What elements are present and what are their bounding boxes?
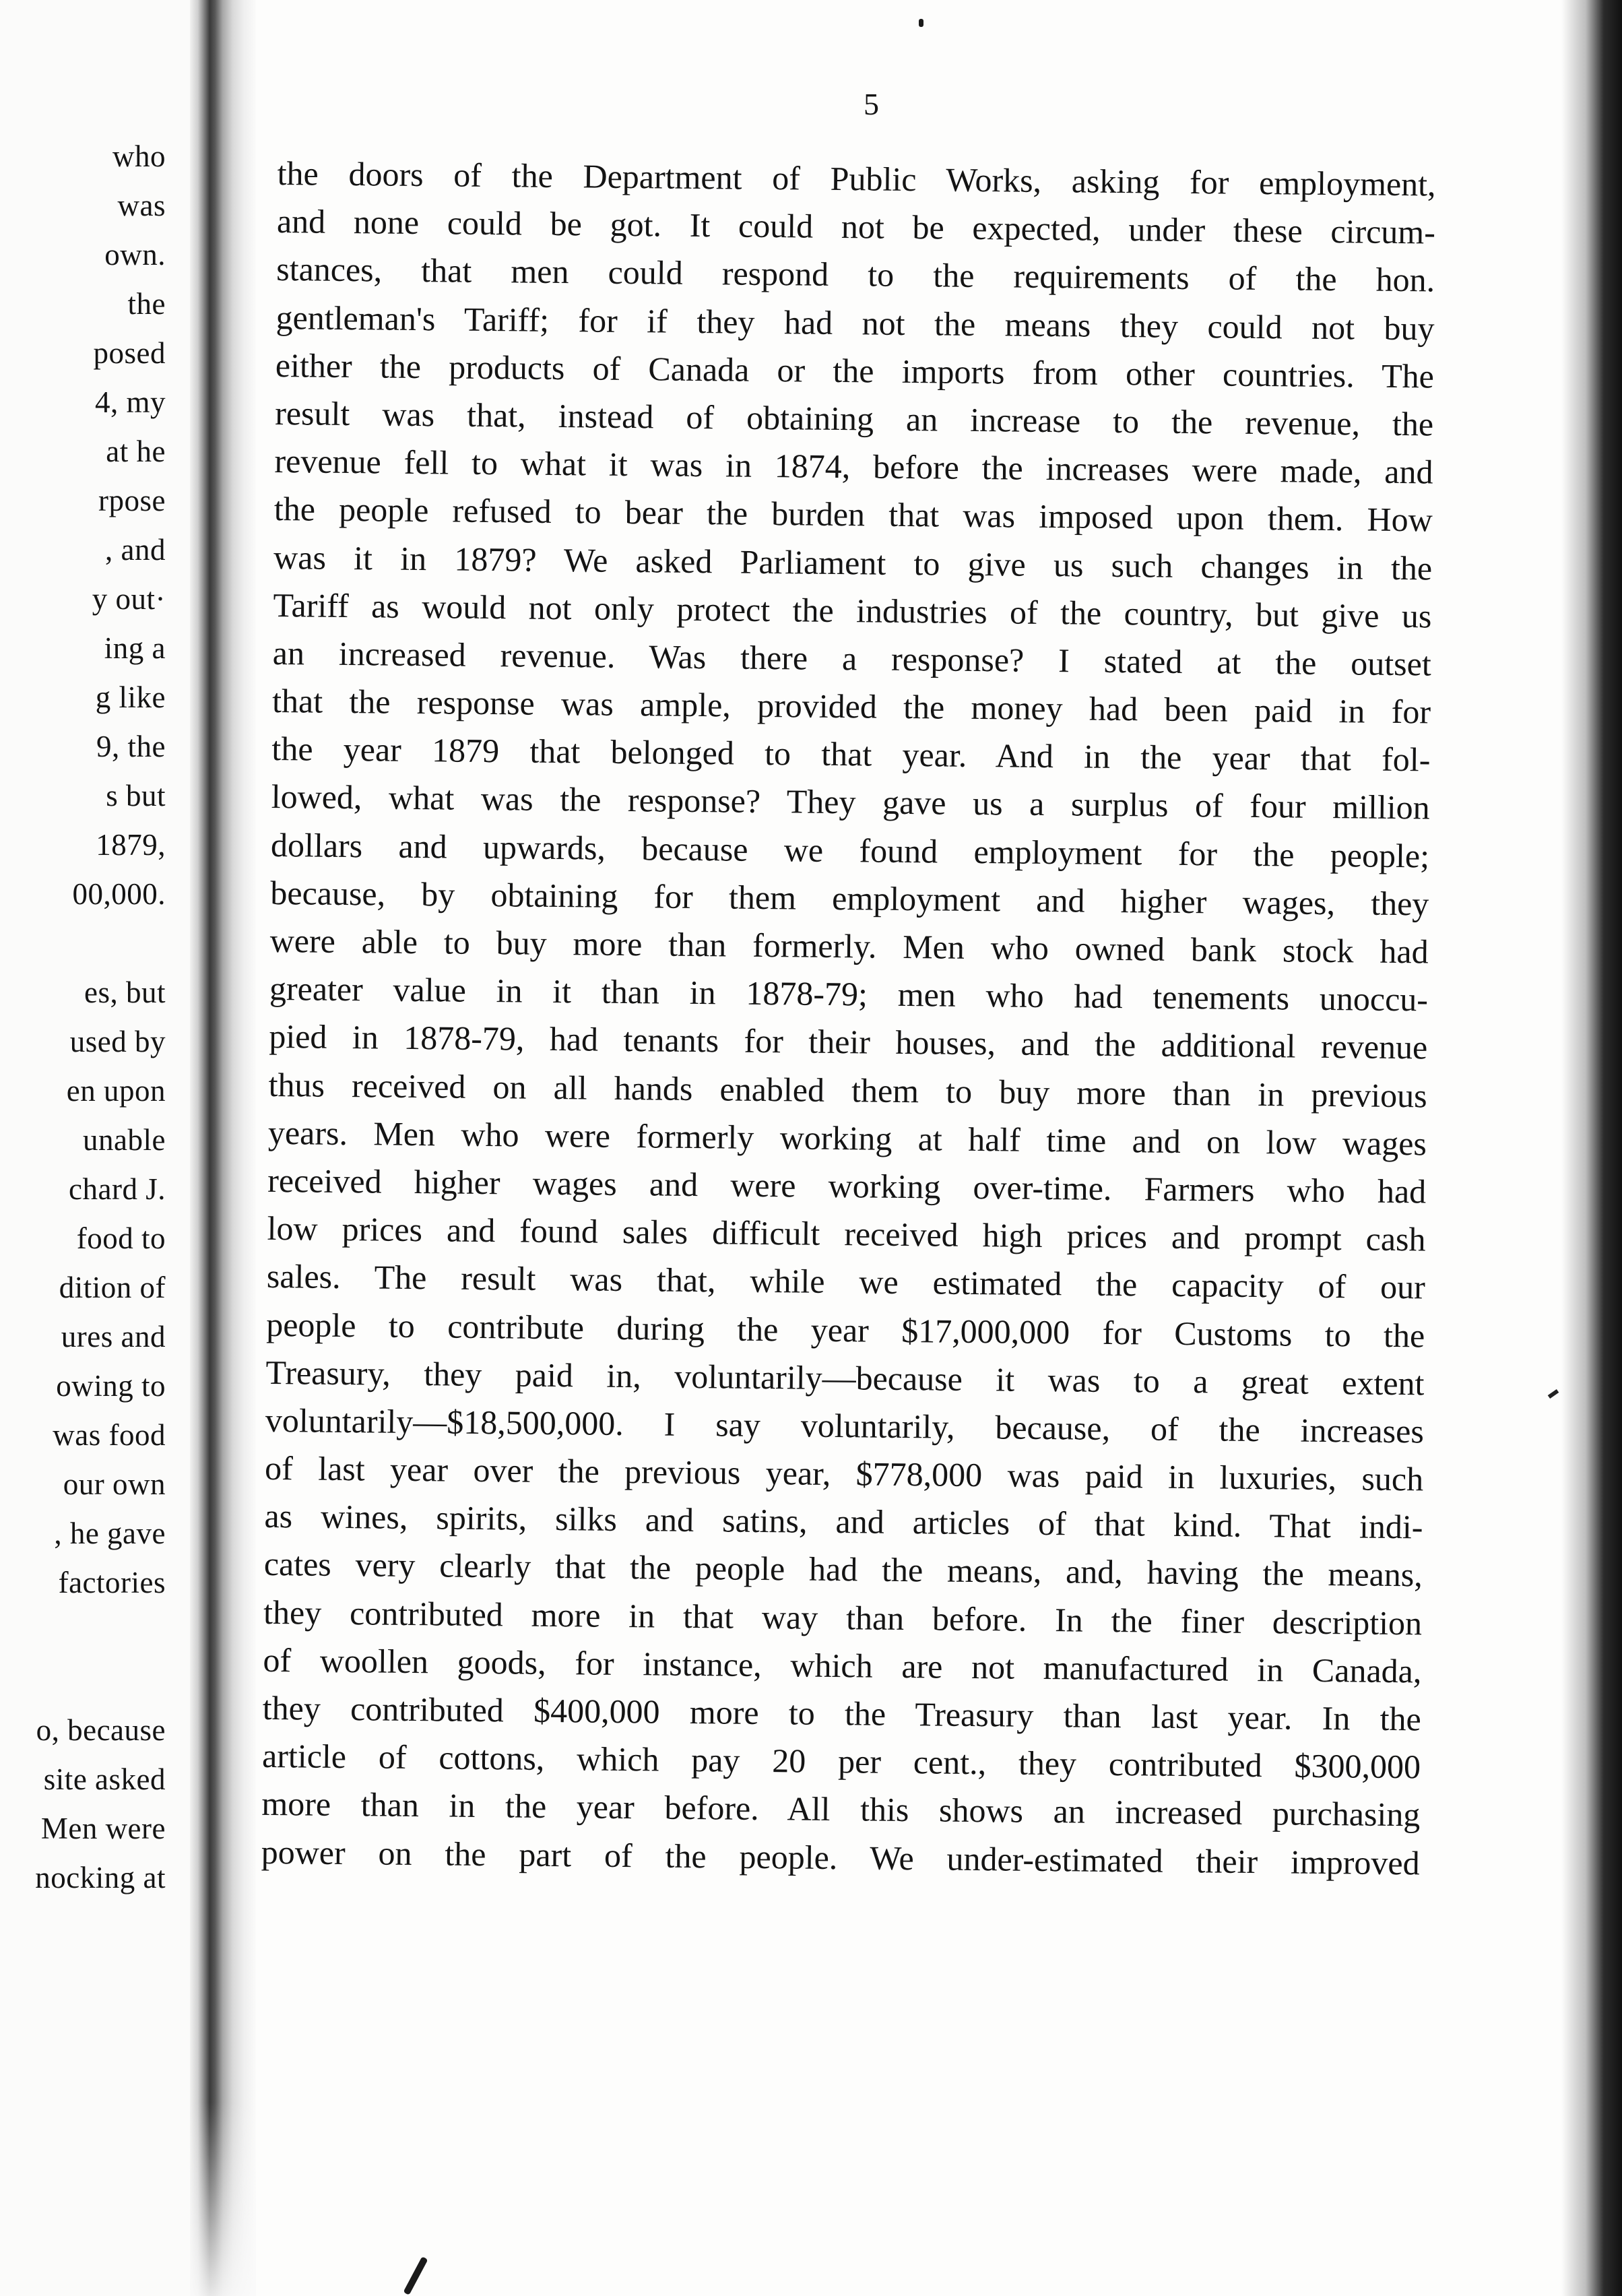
- facing-page-line: rpose: [98, 484, 166, 517]
- facing-page-line: ures and: [61, 1320, 166, 1353]
- facing-page-line: o, because: [36, 1713, 166, 1747]
- text-line: Treasury, they paid in, voluntarily—because it was to a great extent: [265, 1353, 1425, 1403]
- facing-page-line: Men were: [40, 1812, 166, 1845]
- facing-page-line: food to: [76, 1221, 166, 1255]
- text-line: lowed, what was the response? They gave us a surplus of four million: [271, 777, 1430, 827]
- facing-page-line: our own: [63, 1467, 166, 1501]
- text-line: the people refused to bear the burden that was imposed upon them. How: [273, 490, 1433, 539]
- text-line: sales. The result was that, while we estimated the capacity of our: [266, 1257, 1426, 1306]
- right-edge-shadow: [1561, 0, 1622, 2296]
- text-line: gentleman's Tariff; for if they had not the means they could not buy: [275, 298, 1435, 348]
- text-line: and none could be got. It could not be expected, under these circum-: [276, 202, 1436, 251]
- text-line: people to contribute during the year $17,000,000 for Customs to the: [265, 1305, 1425, 1354]
- text-line: either the products of Canada or the imports from other countries. The: [275, 346, 1435, 395]
- facing-page-line: at he: [106, 435, 166, 468]
- text-line: power on the part of the people. We under-estimated their improved: [261, 1832, 1420, 1882]
- ink-speck: [919, 19, 923, 27]
- text-line: received higher wages and were working over-time. Farmers who had: [267, 1161, 1427, 1211]
- facing-page-line: unable: [83, 1123, 166, 1157]
- text-line: of woollen goods, for instance, which are not manufactured in Canada,: [263, 1640, 1422, 1690]
- page-number: 5: [864, 87, 879, 121]
- text-line: cates very clearly that the people had the means, and, having the means,: [263, 1545, 1423, 1594]
- facing-page-line: 4, my: [94, 385, 166, 419]
- facing-page-line: chard J.: [69, 1172, 166, 1206]
- facing-page-line: g like: [95, 680, 166, 714]
- text-line: result was that, instead of obtaining an increase to the revenue, the: [274, 393, 1434, 443]
- facing-page-text: [0, 132, 166, 1903]
- facing-page-line: [0, 919, 166, 968]
- facing-page-line: factories: [58, 1566, 166, 1599]
- facing-page-line: 00,000.: [72, 877, 166, 911]
- facing-page-line: 9, the: [96, 730, 166, 763]
- facing-page-line: own.: [104, 238, 166, 272]
- facing-page-line: used by: [69, 1025, 166, 1058]
- text-line: low prices and found sales difficult received high prices and prompt cash: [267, 1209, 1426, 1258]
- facing-page-line: es, but: [84, 976, 166, 1009]
- text-line: that the response was ample, provided the money had been paid in for: [271, 682, 1431, 731]
- facing-page-line: the: [127, 287, 166, 321]
- facing-page-line: s but: [106, 779, 166, 812]
- gutter-fade: [190, 2102, 256, 2296]
- facing-page-line: en upon: [66, 1074, 166, 1108]
- facing-page-line: [0, 1607, 166, 1657]
- text-line: an increased revenue. Was there a response? I stated at the outset: [272, 633, 1432, 683]
- text-line: they contributed $400,000 more to the Treasury than last year. In the: [262, 1688, 1421, 1738]
- bottom-ink-mark: [403, 2256, 428, 2295]
- text-line: greater value in it than in 1878-79; men who had tenements unoccu-: [269, 969, 1429, 1019]
- text-line: stances, that men could respond to the requirements of the hon.: [276, 250, 1435, 299]
- text-line: more than in the year before. All this shows an increased purchasing: [261, 1785, 1421, 1834]
- text-line: Tariff as would not only protect the industries of the country, but give us: [273, 585, 1432, 635]
- text-line: dollars and upwards, because we found employment for the people;: [270, 825, 1430, 875]
- facing-page-line: ing a: [104, 631, 166, 665]
- text-line: as wines, spirits, silks and satins, and articles of that kind. That indi-: [264, 1497, 1423, 1546]
- edge-mark: [1548, 1389, 1559, 1399]
- text-line: the year 1879 that belonged to that year. And in the year that fol-: [271, 730, 1431, 779]
- facing-page-line: dition of: [59, 1271, 166, 1304]
- facing-page-line: posed: [93, 336, 166, 370]
- text-line: of last year over the previous year, $778,000 was paid in luxuries, such: [264, 1448, 1424, 1498]
- facing-page-line: who: [112, 139, 166, 173]
- text-line: was it in 1879? We asked Parliament to give us such changes in the: [273, 538, 1433, 587]
- text-line: pied in 1878-79, had tenants for their houses, and the additional revenue: [269, 1017, 1428, 1066]
- text-line: revenue fell to what it was in 1874, before the increases were made, and: [274, 442, 1433, 491]
- facing-page-line: , and: [105, 533, 166, 567]
- facing-page-line: nocking at: [35, 1861, 166, 1894]
- text-line: thus received on all hands enabled them to buy more than in previous: [268, 1065, 1427, 1115]
- text-line: voluntarily—$18,500,000. I say voluntarily, because, of the increases: [265, 1401, 1425, 1450]
- text-line: the doors of the Department of Public Works, asking for employment,: [277, 154, 1436, 203]
- facing-page-line: y out·: [92, 582, 166, 616]
- facing-page-line: , he gave: [54, 1517, 166, 1550]
- body-text: [261, 150, 1436, 1887]
- text-line: years. Men who were formerly working at half time and on low wages: [267, 1113, 1427, 1163]
- facing-page-line: owing to: [56, 1369, 166, 1403]
- facing-page-line: was: [117, 189, 166, 222]
- facing-page-line: 1879,: [96, 828, 166, 862]
- text-line: article of cottons, which pay 20 per cent., they contributed $300,000: [261, 1737, 1421, 1786]
- text-line: because, by obtaining for them employment and higher wages, they: [270, 873, 1429, 923]
- facing-page-line: site asked: [43, 1762, 166, 1796]
- text-line: were able to buy more than formerly. Men who owned bank stock had: [269, 921, 1429, 971]
- facing-page-fragment: [0, 0, 190, 2296]
- facing-page-line: [0, 1657, 166, 1706]
- binding-gutter-shadow: [190, 0, 256, 2296]
- facing-page-line: was food: [53, 1418, 166, 1452]
- text-line: they contributed more in that way than before. In the finer description: [263, 1593, 1423, 1643]
